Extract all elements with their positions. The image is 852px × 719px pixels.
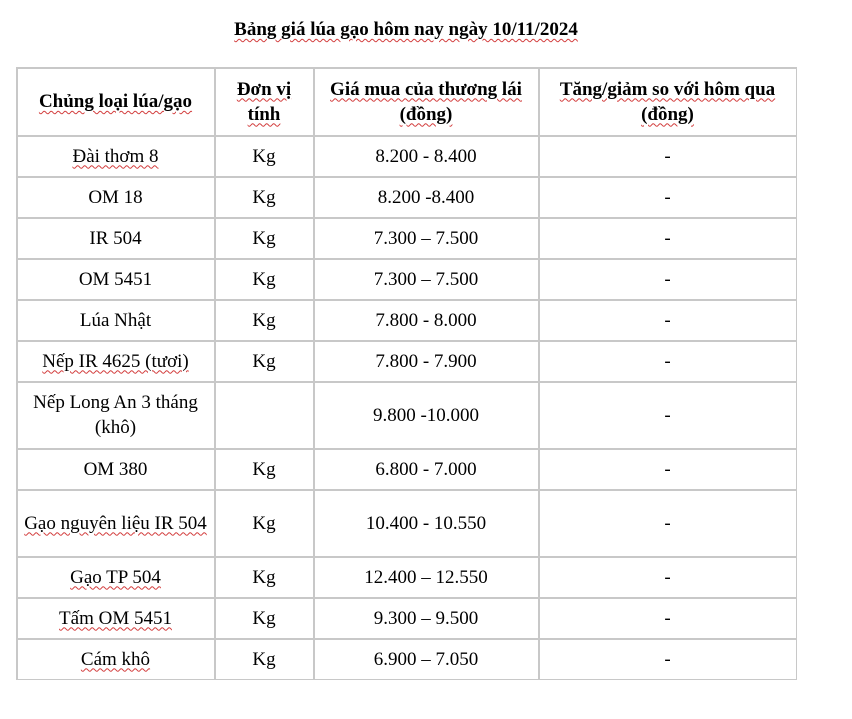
cell-unit: Kg [215,218,314,259]
cell-name: Lúa Nhật [17,300,215,341]
cell-name-text: Nếp IR 4625 (tươi) [42,350,189,372]
cell-unit: Kg [215,300,314,341]
cell-unit: Kg [215,449,314,490]
cell-unit: Kg [215,598,314,639]
cell-unit: Kg [215,639,314,680]
cell-name-text: Gạo TP 504 [70,566,161,588]
table-row [17,490,797,557]
cell-name: OM 18 [17,177,215,218]
cell-unit: Kg [215,341,314,382]
header-unit [215,68,314,136]
cell-change: - [539,177,797,218]
cell-price: 6.900 – 7.050 [314,639,539,680]
header-type-label: Chủng loại lúa/gạo [38,91,193,112]
cell-name: OM 380 [17,449,215,490]
cell-price: 12.400 – 12.550 [314,557,539,598]
cell-change: - [539,300,797,341]
cell-price: 7.800 - 8.000 [314,300,539,341]
table-row [17,300,797,341]
cell-unit: Kg [215,259,314,300]
cell-change: - [539,136,797,177]
cell-unit [215,382,314,449]
cell-name-text: Gạo nguyên liệu IR 504 [24,512,207,534]
cell-change: - [539,598,797,639]
cell-name: IR 504 [17,218,215,259]
cell-unit: Kg [215,136,314,177]
table-row [17,341,797,382]
cell-price: 10.400 - 10.550 [314,490,539,557]
table-header-row [17,68,797,136]
cell-price: 7.800 - 7.900 [314,341,539,382]
cell-price: 8.200 - 8.400 [314,136,539,177]
header-type [17,68,215,136]
cell-price: 7.300 – 7.500 [314,259,539,300]
cell-price: 9.800 -10.000 [314,382,539,449]
cell-price: 7.300 – 7.500 [314,218,539,259]
cell-name-text: Tấm OM 5451 [59,607,172,629]
cell-change: - [539,341,797,382]
rice-price-table [16,67,797,680]
table-row [17,218,797,259]
page-title: Bảng giá lúa gạo hôm nay ngày 10/11/2024 [234,19,578,40]
cell-price: 6.800 - 7.000 [314,449,539,490]
cell-name [17,341,215,382]
cell-change: - [539,639,797,680]
cell-unit: Kg [215,557,314,598]
table-row [17,598,797,639]
cell-price: 8.200 -8.400 [314,177,539,218]
table-row [17,177,797,218]
cell-change: - [539,490,797,557]
header-price-label: Giá mua của thương lái (đồng) [330,78,522,125]
cell-name [17,557,215,598]
cell-unit: Kg [215,177,314,218]
cell-change: - [539,218,797,259]
cell-change: - [539,382,797,449]
table-row [17,557,797,598]
cell-name [17,490,215,557]
cell-change: - [539,449,797,490]
cell-name [17,639,215,680]
table-row [17,639,797,680]
cell-name [17,136,215,177]
cell-name: OM 5451 [17,259,215,300]
cell-name: Nếp Long An 3 tháng (khô) [17,382,215,449]
header-price [314,68,539,136]
table-row [17,382,797,449]
header-unit-label: Đơn vị tính [236,78,292,125]
table-row [17,449,797,490]
table-row [17,259,797,300]
cell-name [17,598,215,639]
header-change [539,68,797,136]
cell-change: - [539,259,797,300]
cell-price: 9.300 – 9.500 [314,598,539,639]
cell-unit: Kg [215,490,314,557]
table-row [17,136,797,177]
cell-name-text: Đài thơm 8 [72,145,159,167]
cell-name-text: Cám khô [80,648,151,670]
cell-change: - [539,557,797,598]
header-change-label: Tăng/giảm so với hôm qua (đồng) [559,78,776,125]
